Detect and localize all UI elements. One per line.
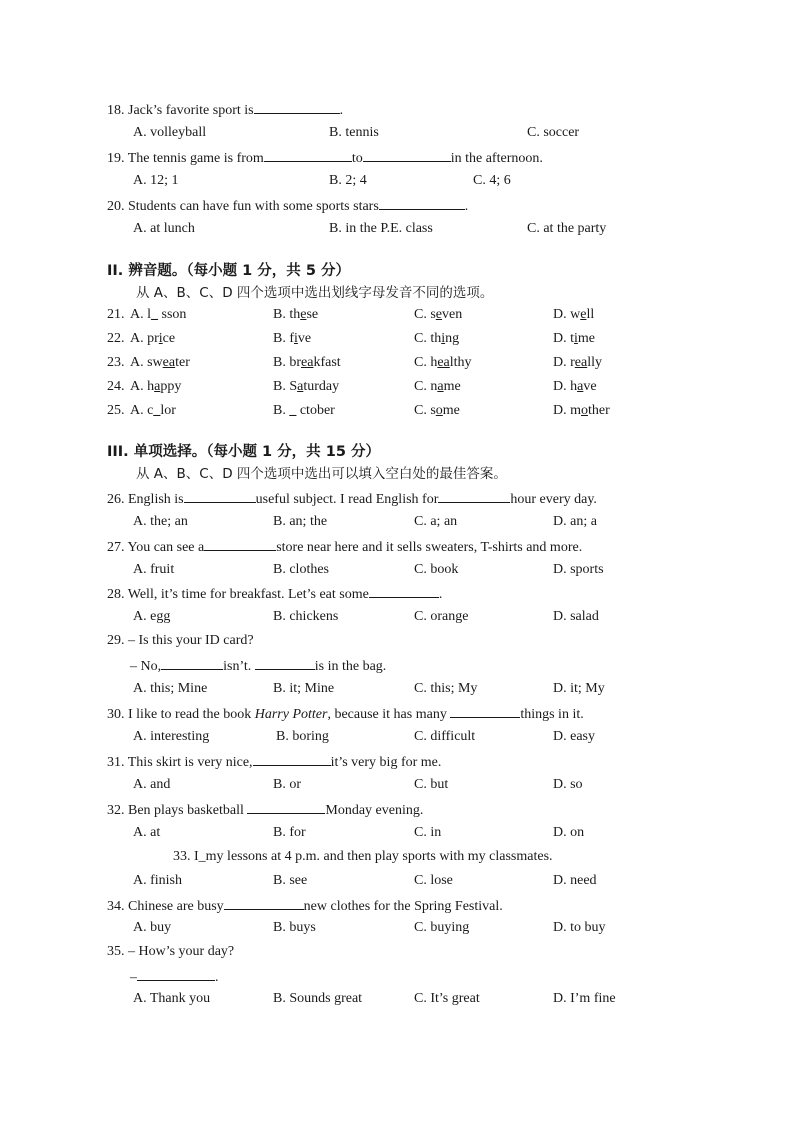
question-26-option-d[interactable]: D. an; a xyxy=(553,514,597,529)
answer-blank[interactable] xyxy=(137,967,215,981)
question-20-option-a[interactable]: A. at lunch xyxy=(133,221,195,236)
question-31-option-b[interactable]: B. or xyxy=(273,777,301,792)
question-22-option-c[interactable]: C. thing xyxy=(414,331,460,346)
question-19-option-a[interactable]: A. 12; 1 xyxy=(133,173,179,188)
question-30-option-d[interactable]: D. easy xyxy=(553,729,595,744)
question-23-option-c[interactable]: C. healthy xyxy=(414,355,472,370)
question-32-option-d[interactable]: D. on xyxy=(553,825,585,840)
question-35-option-a[interactable]: A. Thank you xyxy=(133,991,211,1006)
question-25-option-c[interactable]: C. some xyxy=(414,403,460,418)
answer-blank[interactable] xyxy=(438,489,510,503)
question-30-option-b[interactable]: B. boring xyxy=(276,729,329,744)
question-22-option-b[interactable]: B. five xyxy=(273,331,312,346)
answer-blank[interactable] xyxy=(363,148,451,162)
question-23-number: 23. xyxy=(107,355,125,370)
question-29-option-d[interactable]: D. it; My xyxy=(553,681,605,696)
question-34-option-a[interactable]: A. buy xyxy=(133,920,172,935)
question-31-option-c[interactable]: C. but xyxy=(414,777,449,792)
question-28-option-a[interactable]: A. egg xyxy=(133,609,171,624)
question-24-option-b[interactable]: B. Saturday xyxy=(273,379,340,394)
question-34-option-c[interactable]: C. buying xyxy=(414,920,470,935)
question-25-number: 25. xyxy=(107,403,125,418)
question-21-option-d[interactable]: D. well xyxy=(553,307,595,322)
question-30-stem: 30. I like to read the book Harry Potter, because it has many things in it. xyxy=(107,704,584,724)
question-20-option-b[interactable]: B. in the P.E. class xyxy=(329,221,433,236)
answer-blank[interactable] xyxy=(161,656,223,670)
question-29-option-c[interactable]: C. this; My xyxy=(414,681,478,696)
question-27-option-b[interactable]: B. clothes xyxy=(273,562,329,577)
section-2-instruction: 从 A、B、C、D 四个选项中选出划线字母发音不同的选项。 xyxy=(136,285,494,301)
question-21-option-a[interactable]: A. l_ sson xyxy=(130,307,187,322)
question-34-stem: 34. Chinese are busy new clothes for the Spring Festival. xyxy=(107,896,503,916)
question-31-option-a[interactable]: A. and xyxy=(133,777,171,792)
answer-blank[interactable] xyxy=(204,537,276,551)
answer-blank[interactable] xyxy=(253,752,331,766)
answer-blank[interactable] xyxy=(184,489,256,503)
question-25-option-b[interactable]: B. _ ctober xyxy=(273,403,335,418)
answer-blank[interactable] xyxy=(247,800,325,814)
answer-blank[interactable] xyxy=(254,100,340,114)
question-27-option-c[interactable]: C. book xyxy=(414,562,459,577)
question-33-option-d[interactable]: D. need xyxy=(553,873,597,888)
question-29-option-b[interactable]: B. it; Mine xyxy=(273,681,335,696)
question-25-option-d[interactable]: D. mother xyxy=(553,403,610,418)
question-28-option-c[interactable]: C. orange xyxy=(414,609,469,624)
question-22-number: 22. xyxy=(107,331,125,346)
question-35-line-2: – . xyxy=(130,967,219,987)
answer-blank[interactable] xyxy=(264,148,352,162)
section-3-title: III. 单项选择。（每小题 1 分，共 15 分） xyxy=(107,444,380,460)
question-26-stem: 26. English is useful subject. I read English for hour every day. xyxy=(107,489,597,509)
answer-blank[interactable] xyxy=(369,584,439,598)
answer-blank[interactable] xyxy=(379,196,465,210)
question-25-option-a[interactable]: A. c_lor xyxy=(130,403,176,418)
question-33-stem: 33. I_my lessons at 4 p.m. and then play sports with my classmates. xyxy=(173,849,553,864)
question-24-option-a[interactable]: A. happy xyxy=(130,379,182,394)
question-31-option-d[interactable]: D. so xyxy=(553,777,583,792)
question-33-option-a[interactable]: A. finish xyxy=(133,873,182,888)
question-23-option-d[interactable]: D. really xyxy=(553,355,602,370)
section-3-instruction: 从 A、B、C、D 四个选项中选出可以填入空白处的最佳答案。 xyxy=(136,466,507,482)
question-29-option-a[interactable]: A. this; Mine xyxy=(133,681,208,696)
question-20-option-c[interactable]: C. at the party xyxy=(527,221,607,236)
question-18-option-a[interactable]: A. volleyball xyxy=(133,125,207,140)
question-35-option-d[interactable]: D. I’m fine xyxy=(553,991,616,1006)
question-27-option-d[interactable]: D. sports xyxy=(553,562,604,577)
question-24-option-d[interactable]: D. have xyxy=(553,379,597,394)
question-26-option-c[interactable]: C. a; an xyxy=(414,514,458,529)
question-21-number: 21. xyxy=(107,307,125,322)
question-27-stem: 27. You can see a store near here and it sells sweaters, T-shirts and more. xyxy=(107,537,582,557)
question-35-option-c[interactable]: C. It’s great xyxy=(414,991,480,1006)
question-19-option-b[interactable]: B. 2; 4 xyxy=(329,173,367,188)
answer-blank[interactable] xyxy=(255,656,315,670)
question-35-line-1: 35. – How’s your day? xyxy=(107,944,235,959)
question-28-stem: 28. Well, it’s time for breakfast. Let’s eat some . xyxy=(107,584,442,604)
question-22-option-a[interactable]: A. price xyxy=(130,331,176,346)
question-21-option-b[interactable]: B. these xyxy=(273,307,319,322)
question-18-stem: 18. Jack’s favorite sport is . xyxy=(107,100,343,120)
answer-blank[interactable] xyxy=(450,704,520,718)
question-20-stem: 20. Students can have fun with some sports stars . xyxy=(107,196,468,216)
question-24-number: 24. xyxy=(107,379,125,394)
question-26-option-a[interactable]: A. the; an xyxy=(133,514,188,529)
question-35-option-b[interactable]: B. Sounds great xyxy=(273,991,363,1006)
question-29-line-1: 29. – Is this your ID card? xyxy=(107,633,254,648)
question-32-option-a[interactable]: A. at xyxy=(133,825,161,840)
question-32-stem: 32. Ben plays basketball Monday evening. xyxy=(107,800,423,820)
question-29-line-2: – No, isn’t. is in the bag. xyxy=(130,656,386,676)
question-21-option-c[interactable]: C. seven xyxy=(414,307,463,322)
question-28-option-b[interactable]: B. chickens xyxy=(273,609,339,624)
question-34-option-b[interactable]: B. buys xyxy=(273,920,316,935)
question-27-option-a[interactable]: A. fruit xyxy=(133,562,175,577)
question-18-option-b[interactable]: B. tennis xyxy=(329,125,379,140)
question-32-option-c[interactable]: C. in xyxy=(414,825,442,840)
question-23-option-b[interactable]: B. breakfast xyxy=(273,355,341,370)
question-31-stem: 31. This skirt is very nice, it’s very big for me. xyxy=(107,752,441,772)
question-28-option-d[interactable]: D. salad xyxy=(553,609,599,624)
question-19-option-c[interactable]: C. 4; 6 xyxy=(473,173,511,188)
question-22-option-d[interactable]: D. time xyxy=(553,331,595,346)
question-19-stem: 19. The tennis game is from to in the afternoon. xyxy=(107,148,543,168)
question-24-option-c[interactable]: C. name xyxy=(414,379,461,394)
question-30-option-c[interactable]: C. difficult xyxy=(414,729,476,744)
answer-blank[interactable] xyxy=(224,896,304,910)
question-33-option-b[interactable]: B. see xyxy=(273,873,308,888)
question-32-option-b[interactable]: B. for xyxy=(273,825,306,840)
question-26-option-b[interactable]: B. an; the xyxy=(273,514,328,529)
question-18-option-c[interactable]: C. soccer xyxy=(527,125,580,140)
question-34-option-d[interactable]: D. to buy xyxy=(553,920,606,935)
section-2-title: II. 辨音题。（每小题 1 分，共 5 分） xyxy=(107,263,350,279)
book-title: Harry Potter xyxy=(254,707,328,722)
question-23-option-a[interactable]: A. sweater xyxy=(130,355,190,370)
question-30-option-a[interactable]: A. interesting xyxy=(133,729,210,744)
question-33-option-c[interactable]: C. lose xyxy=(414,873,453,888)
